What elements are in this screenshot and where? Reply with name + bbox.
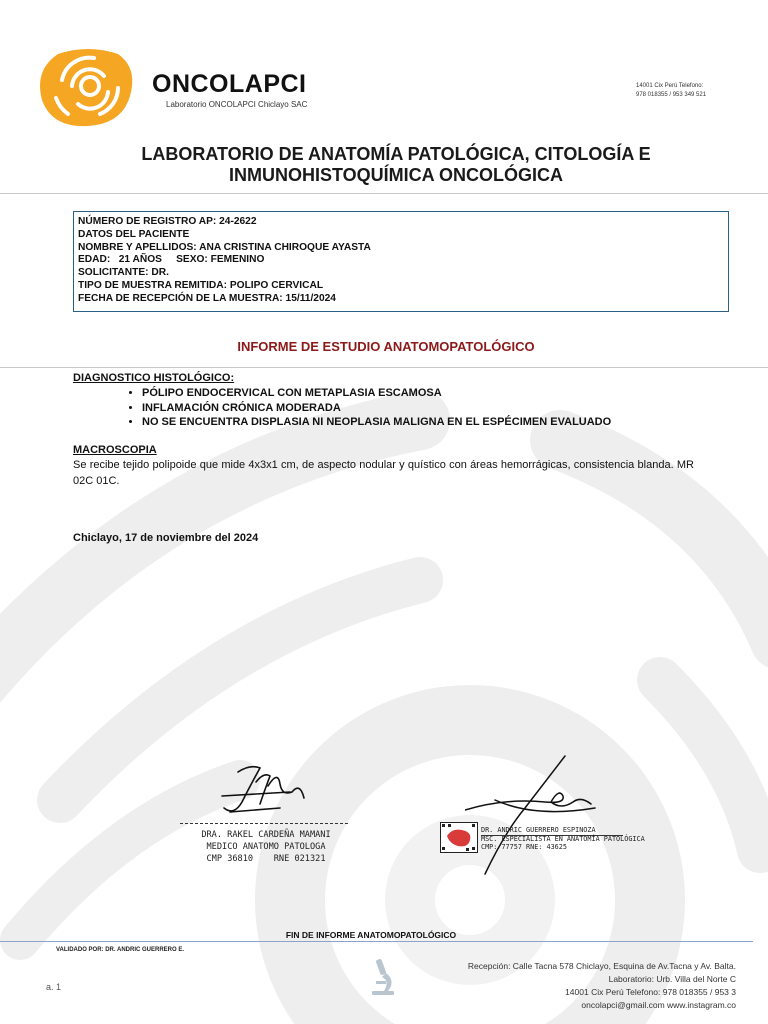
signer-2-role: MSC. ESPECIALISTA EN ANATOMÍA PATOLÓGICA	[481, 834, 645, 843]
header-contact	[636, 82, 746, 100]
oncolapci-logo	[38, 46, 136, 128]
macroscopy-text: Se recibe tejido polipoide que mide 4x3x1 cm, de aspecto nodular y quístico con áreas hemorrágicas, consistencia blanda. MR 02C 01C.	[73, 459, 694, 487]
patient-age-sex: EDAD: 21 AÑOS SEXO: FEMENINO	[78, 254, 265, 266]
signer-1-name: DRA. RAKEL CARDEÑA MAMANI	[201, 830, 331, 840]
title-line: LABORATORIO DE ANATOMÍA PATOLÓGICA, CITOLOGÍA E	[141, 144, 651, 164]
report-title: INFORME DE ESTUDIO ANATOMOPATOLÓGICO	[237, 339, 535, 354]
brand-name: ONCOLAPCI	[152, 70, 307, 98]
footer-contact	[420, 960, 736, 1012]
footer-address: Recepción: Calle Tacna 578 Chiclayo, Esquina de Av.Tacna y Av. Balta.	[467, 961, 736, 971]
registro-number: NÚMERO DE REGISTRO AP: 24-2622	[78, 216, 257, 227]
signer-1-role: MEDICO ANATOMO PATOLOGA	[206, 842, 326, 852]
header-divider	[0, 193, 768, 194]
title-line: INMUNOHISTOQUÍMICA ONCOLÓGICA	[229, 165, 563, 185]
signer-1-block	[186, 829, 346, 865]
reception-date: FECHA DE RECEPCIÓN DE LA MUESTRA: 15/11/2024	[78, 292, 336, 304]
document-title	[0, 144, 768, 186]
signer-2-name: DR. ANDRIC GUERRERO ESPINOZA	[481, 826, 596, 834]
footer-email: oncolapci@gmail.com www.instagram.co	[581, 1000, 736, 1010]
report-divider	[0, 367, 768, 368]
microscope-icon	[366, 957, 398, 997]
signature-rakel	[220, 762, 314, 826]
footer-phone: 14001 Cix Perú Telefono: 978 018355 / 953 3	[565, 987, 736, 997]
footer-divider	[0, 941, 753, 942]
diagnosis-list	[120, 386, 611, 430]
header-contact-line: 978 018355 / 953 349 521	[636, 92, 707, 98]
diagnosis-item: • NO SE ENCUENTRA DISPLASIA NI NEOPLASIA MALIGNA EN EL ESPÉCIMEN EVALUADO	[142, 415, 611, 430]
diagnosis-item: • INFLAMACIÓN CRÓNICA MODERADA	[142, 401, 611, 416]
signature-line	[180, 823, 348, 824]
patient-name: NOMBRE Y APELLIDOS: ANA CRISTINA CHIROQUE AYASTA	[78, 241, 371, 253]
footer-lab: Laboratorio: Urb. Villa del Norte C	[608, 974, 736, 984]
diagnosis-item: • PÓLIPO ENDOCERVICAL CON METAPLASIA ESCAMOSA	[142, 386, 611, 401]
page-number: a. 1	[46, 982, 62, 992]
brand-subtitle: Laboratorio ONCOLAPCI Chiclayo SAC	[166, 100, 308, 109]
report-date: Chiclayo, 17 de noviembre del 2024	[73, 532, 259, 544]
end-of-report: FIN DE INFORME ANATOMOPATOLÓGICO	[285, 930, 457, 940]
solicitante: SOLICITANTE: DR.	[78, 267, 169, 279]
validated-by: VALIDADO POR: DR. ANDRIC GUERRERO E.	[56, 947, 185, 953]
signer-2-block	[481, 826, 645, 852]
patient-info-box	[73, 211, 729, 312]
sample-type: TIPO DE MUESTRA REMITIDA: POLIPO CERVICAL	[78, 279, 324, 291]
diagnosis-heading: DIAGNOSTICO HISTOLÓGICO:	[73, 372, 235, 384]
signer-2-ids: CMP: 77757 RNE: 43625	[481, 843, 567, 852]
patient-data-heading: DATOS DEL PACIENTE	[78, 228, 190, 240]
doctor-stamp-icon	[440, 822, 478, 853]
signer-1-ids: CMP 36810 RNE 021321	[206, 854, 326, 864]
signature-andric	[465, 752, 605, 876]
header-contact-line: 14001 Cix Perú Telefono:	[636, 83, 704, 89]
macroscopy-heading: MACROSCOPIA	[73, 444, 157, 456]
